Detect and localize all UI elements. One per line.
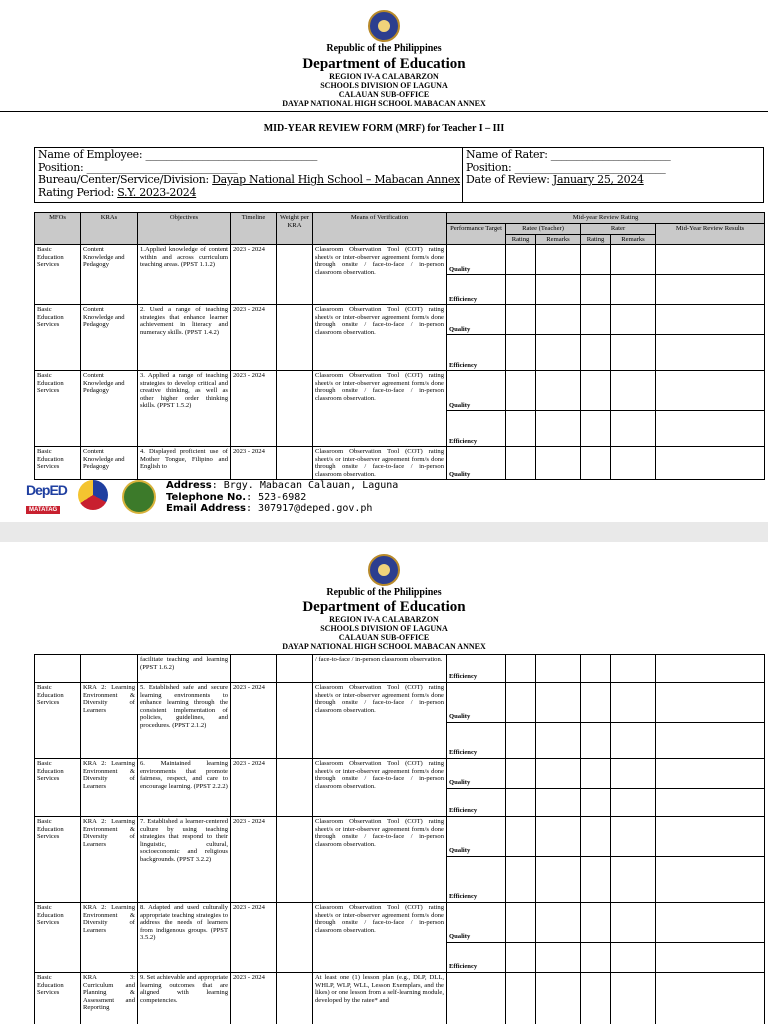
efficiency-label: Efficiency [447, 411, 506, 447]
position-label: Position: [38, 160, 87, 174]
efficiency-label: Efficiency [447, 655, 506, 683]
form-title: MID-YEAR REVIEW FORM (MRF) for Teacher I – III [263, 123, 505, 134]
results-cell[interactable] [656, 857, 765, 903]
ratee-rating-cell[interactable] [506, 759, 536, 789]
results-cell[interactable] [656, 371, 765, 411]
quality-label: Quality [447, 903, 506, 943]
period-value: S.Y. 2023-2024 [117, 185, 197, 199]
ratee-rating-cell[interactable] [506, 683, 536, 723]
table-row [35, 683, 765, 723]
bagong-pilipinas-logo-icon [78, 480, 108, 510]
mov-cell: Classroom Observation Tool (COT) rating sheet/s or inter-observer agreement form/s done through onsite / face-to-face / in-person classroom observation. [313, 903, 447, 973]
ratee-remarks-cell[interactable] [536, 371, 581, 411]
ratee-rating-cell[interactable] [506, 305, 536, 335]
objective-cell: 2. Used a range of teaching strategies that enhance learner achievement in literacy and numeracy skills. (PPST 1.4.2) [138, 305, 231, 371]
efficiency-label: Efficiency [447, 275, 506, 305]
ratee-rating-cell[interactable] [506, 817, 536, 857]
header-department: Department of Education [302, 599, 466, 615]
ratee-remarks-cell[interactable] [536, 943, 581, 973]
mrf-table-page-2 [34, 654, 765, 1024]
weight-cell[interactable] [277, 305, 313, 371]
ratee-remarks-cell[interactable] [536, 335, 581, 371]
efficiency-label: Efficiency [447, 943, 506, 973]
deped-wordmark: DepED [26, 482, 67, 498]
header-suboffice: CALAUAN SUB-OFFICE [338, 633, 430, 642]
col-rater-rating: Rating [581, 234, 611, 245]
efficiency-label: Efficiency [447, 857, 506, 903]
period-label: Rating Period: [38, 185, 118, 199]
ratee-rating-cell[interactable] [506, 789, 536, 817]
rater-rating-cell[interactable] [581, 903, 611, 943]
rater-position-field[interactable]: _____________________________ [514, 160, 666, 174]
mov-cell: Classroom Observation Tool (COT) rating sheet/s or inter-observer agreement form/s done through onsite / face-to-face / in-person classroom observation. [313, 371, 447, 447]
matatag-badge: MATATAG [26, 506, 60, 514]
mfo-cell: Basic Education Services [35, 759, 81, 817]
kra-cell: KRA 2: Learning Environment & Diversity of Learners [81, 903, 138, 973]
col-timeline: Timeline [231, 213, 277, 245]
col-ratee-remarks: Remarks [536, 234, 581, 245]
timeline-cell: 2023 - 2024 [231, 245, 277, 305]
rater-position-label: Position: [466, 160, 515, 174]
rater-remarks-cell[interactable] [611, 789, 656, 817]
col-rater: Rater [581, 224, 656, 235]
mfo-cell [35, 655, 81, 683]
rater-rating-cell[interactable] [581, 759, 611, 789]
mfo-cell: Basic Education Services [35, 817, 81, 903]
ratee-remarks-cell[interactable] [536, 245, 581, 275]
position-field[interactable]: _____________________________ [86, 160, 238, 174]
mov-cell: At least one (1) lesson plan (e.g., DLP, DLL, WHLP, WLP, WLL, Lesson Exemplars, and the likes) or one lesson from a self-learning module, developed by the ratee* and [313, 973, 447, 1024]
address-value: : Brgy. Mabacan Calauan, Laguna [211, 480, 399, 491]
results-cell[interactable] [656, 275, 765, 305]
timeline-cell: 2023 - 2024 [231, 903, 277, 973]
weight-cell[interactable] [277, 759, 313, 817]
timeline-cell: 2023 - 2024 [231, 759, 277, 817]
objective-cell: 8. Adapted and used culturally appropriate teaching strategies to address the needs of learners from indigenous groups. (PPST 3.5.2) [138, 903, 231, 973]
ratee-rating-cell[interactable] [506, 335, 536, 371]
col-ratee-rating: Rating [506, 234, 536, 245]
ratee-remarks-cell[interactable] [536, 973, 581, 1024]
results-cell[interactable] [656, 305, 765, 335]
kra-cell: Content Knowledge and Pedagogy [81, 447, 138, 480]
rater-remarks-cell[interactable] [611, 759, 656, 789]
results-cell[interactable] [656, 335, 765, 371]
rater-remarks-cell[interactable] [611, 655, 656, 683]
results-cell[interactable] [656, 447, 765, 480]
ratee-rating-cell[interactable] [506, 411, 536, 447]
quality-label: Quality [447, 683, 506, 723]
weight-cell[interactable] [277, 447, 313, 480]
weight-cell[interactable] [277, 683, 313, 759]
quality-label: Quality [447, 447, 506, 480]
employee-field[interactable]: _________________________________ [145, 148, 318, 161]
mfo-cell: Basic Education Services [35, 973, 81, 1024]
rater-rating-cell[interactable] [581, 411, 611, 447]
col-mfos: MFOs [35, 213, 81, 245]
table-row [35, 305, 765, 335]
deped-seal-icon [368, 554, 400, 586]
rater-field[interactable]: _______________________ [550, 148, 671, 161]
rater-rating-cell[interactable] [581, 723, 611, 759]
weight-cell[interactable] [277, 371, 313, 447]
weight-cell[interactable] [277, 903, 313, 973]
employee-label: Name of Employee: [38, 148, 146, 161]
objective-cell: 7. Established a learner-centered culture by using teaching strategies that respond to their linguistic, cultural, socioeconomic and religious backgrounds. (PPST 3.2.2) [138, 817, 231, 903]
objective-cell: facilitate teaching and learning (PPST 1.6.2) [138, 655, 231, 683]
col-rater-remarks: Remarks [611, 234, 656, 245]
results-cell[interactable] [656, 943, 765, 973]
kra-cell: KRA 2: Learning Environment & Diversity of Learners [81, 683, 138, 759]
deped-seal-icon [368, 10, 400, 42]
timeline-cell: 2023 - 2024 [231, 817, 277, 903]
header-region: REGION IV-A CALABARZON [329, 615, 439, 624]
email-label: Email Address [166, 503, 247, 514]
weight-cell[interactable] [277, 817, 313, 903]
results-cell[interactable] [656, 411, 765, 447]
ratee-rating-cell[interactable] [506, 903, 536, 943]
objective-cell: 6. Maintained learning environments that promote fairness, respect, and care to encourage learning. (PPST 2.2.2) [138, 759, 231, 817]
rater-rating-cell[interactable] [581, 943, 611, 973]
rater-remarks-cell[interactable] [611, 943, 656, 973]
rater-rating-cell[interactable] [581, 655, 611, 683]
ratee-rating-cell[interactable] [506, 655, 536, 683]
mfo-cell: Basic Education Services [35, 903, 81, 973]
page-footer [24, 478, 764, 520]
ratee-remarks-cell[interactable] [536, 655, 581, 683]
results-cell[interactable] [656, 723, 765, 759]
ratee-remarks-cell[interactable] [536, 789, 581, 817]
mov-cell: Classroom Observation Tool (COT) rating sheet/s or inter-observer agreement form/s done through onsite / face-to-face / in-person classroom observation. [313, 817, 447, 903]
review-date-value: January 25, 2024 [552, 173, 644, 186]
objective-cell: 5. Established safe and secure learning environments to enhance learning through the consistent implementation of policies, guidelines, and procedures. (PPST 2.1.2) [138, 683, 231, 759]
rater-rating-cell[interactable] [581, 789, 611, 817]
efficiency-label: Efficiency [447, 723, 506, 759]
table-row [35, 655, 765, 683]
col-midyear: Mid-year Review Rating [447, 213, 765, 224]
ratee-rating-cell[interactable] [506, 943, 536, 973]
mfo-cell: Basic Education Services [35, 683, 81, 759]
ratee-remarks-cell[interactable] [536, 903, 581, 943]
ratee-rating-cell[interactable] [506, 857, 536, 903]
rater-rating-cell[interactable] [581, 447, 611, 480]
table-row [35, 817, 765, 857]
rater-remarks-cell[interactable] [611, 275, 656, 305]
rater-remarks-cell[interactable] [611, 857, 656, 903]
ratee-remarks-cell[interactable] [536, 723, 581, 759]
rater-rating-cell[interactable] [581, 335, 611, 371]
ratee-rating-cell[interactable] [506, 245, 536, 275]
deped-logo [26, 482, 70, 516]
rater-rating-cell[interactable] [581, 817, 611, 857]
ratee-remarks-cell[interactable] [536, 305, 581, 335]
rater-rating-cell[interactable] [581, 973, 611, 1024]
mfo-cell: Basic Education Services [35, 447, 81, 480]
rater-remarks-cell[interactable] [611, 447, 656, 480]
rater-remarks-cell[interactable] [611, 683, 656, 723]
objective-cell: 1.Applied knowledge of content within and across curriculum teaching areas. (PPST 1.1.2) [138, 245, 231, 305]
rater-remarks-cell[interactable] [611, 411, 656, 447]
mfo-cell: Basic Education Services [35, 245, 81, 305]
ratee-remarks-cell[interactable] [536, 275, 581, 305]
header-suboffice: CALAUAN SUB-OFFICE [338, 90, 430, 99]
header-republic: Republic of the Philippines [326, 43, 442, 54]
rater-remarks-cell[interactable] [611, 723, 656, 759]
table-row [35, 447, 765, 480]
kra-cell: KRA 2: Learning Environment & Diversity of Learners [81, 759, 138, 817]
ratee-remarks-cell[interactable] [536, 683, 581, 723]
timeline-cell: 2023 - 2024 [231, 447, 277, 480]
rater-remarks-cell[interactable] [611, 903, 656, 943]
table-row [35, 903, 765, 943]
rater-rating-cell[interactable] [581, 683, 611, 723]
page-2 [0, 542, 768, 1024]
kra-cell: Content Knowledge and Pedagogy [81, 371, 138, 447]
bureau-value: Dayap National High School – Mabacan Annex [212, 173, 460, 186]
rater-rating-cell[interactable] [581, 275, 611, 305]
review-date-label: Date of Review: [466, 173, 553, 186]
timeline-cell: 2023 - 2024 [231, 683, 277, 759]
rater-rating-cell[interactable] [581, 245, 611, 275]
header-division: SCHOOLS DIVISION OF LAGUNA [320, 624, 448, 633]
quality-label: Quality [447, 371, 506, 411]
address-label: Address [166, 480, 212, 491]
header-republic: Republic of the Philippines [326, 587, 442, 598]
weight-cell[interactable] [277, 655, 313, 683]
target-cell [447, 973, 506, 1024]
rater-rating-cell[interactable] [581, 371, 611, 411]
weight-cell[interactable] [277, 245, 313, 305]
results-cell[interactable] [656, 245, 765, 275]
header-school: DAYAP NATIONAL HIGH SCHOOL MABACAN ANNEX [282, 99, 486, 108]
mov-cell: Classroom Observation Tool (COT) rating sheet/s or inter-observer agreement form/s done through onsite / face-to-face / in-person classroom observation. [313, 447, 447, 480]
kra-cell [81, 655, 138, 683]
col-results: Mid-Year Review Results [656, 224, 765, 245]
results-cell[interactable] [656, 759, 765, 789]
mov-cell: Classroom Observation Tool (COT) rating sheet/s or inter-observer agreement form/s done through onsite / face-to-face / in-person classroom observation. [313, 305, 447, 371]
quality-label: Quality [447, 817, 506, 857]
header-division: SCHOOLS DIVISION OF LAGUNA [320, 81, 448, 90]
col-objectives: Objectives [138, 213, 231, 245]
school-seal-icon [122, 480, 156, 514]
ratee-rating-cell[interactable] [506, 371, 536, 411]
kra-cell: Content Knowledge and Pedagogy [81, 305, 138, 371]
col-kras: KRAs [81, 213, 138, 245]
mrf-table-page-1 [34, 212, 765, 480]
kra-cell: Content Knowledge and Pedagogy [81, 245, 138, 305]
quality-label: Quality [447, 305, 506, 335]
timeline-cell: 2023 - 2024 [231, 305, 277, 371]
efficiency-label: Efficiency [447, 789, 506, 817]
timeline-cell [231, 655, 277, 683]
rater-remarks-cell[interactable] [611, 305, 656, 335]
table-row [35, 371, 765, 411]
table-row [35, 973, 765, 1024]
ratee-rating-cell[interactable] [506, 723, 536, 759]
mov-cell: Classroom Observation Tool (COT) rating sheet/s or inter-observer agreement form/s done through onsite / face-to-face / in-person classroom observation. [313, 245, 447, 305]
quality-label: Quality [447, 245, 506, 275]
ratee-remarks-cell[interactable] [536, 817, 581, 857]
col-ratee: Ratee (Teacher) [506, 224, 581, 235]
quality-label: Quality [447, 759, 506, 789]
results-cell[interactable] [656, 683, 765, 723]
info-right [463, 148, 763, 202]
ratee-remarks-cell[interactable] [536, 411, 581, 447]
mfo-cell: Basic Education Services [35, 305, 81, 371]
ratee-remarks-cell[interactable] [536, 857, 581, 903]
telephone-value: : 523-6982 [246, 491, 307, 503]
info-box [34, 147, 764, 203]
info-left [35, 148, 463, 202]
ratee-rating-cell[interactable] [506, 447, 536, 480]
rater-remarks-cell[interactable] [611, 973, 656, 1024]
ratee-rating-cell[interactable] [506, 973, 536, 1024]
header-divider [0, 111, 768, 112]
weight-cell[interactable] [277, 973, 313, 1024]
results-cell[interactable] [656, 973, 765, 1024]
results-cell[interactable] [656, 903, 765, 943]
telephone-label: Telephone No. [166, 491, 247, 503]
objective-cell: 3. Applied a range of teaching strategies to develop critical and creative thinking, as well as other higher order thinking skills. (PPST 1.5.2) [138, 371, 231, 447]
timeline-cell: 2023 - 2024 [231, 973, 277, 1024]
col-mov: Means of Verification [313, 213, 447, 245]
contact-block [166, 480, 398, 515]
header-department: Department of Education [302, 56, 466, 72]
rater-rating-cell[interactable] [581, 305, 611, 335]
results-cell[interactable] [656, 655, 765, 683]
email-value[interactable]: : 307917@deped.gov.ph [246, 503, 373, 514]
col-target: Performance Target [447, 224, 506, 245]
objective-cell: 4. Displayed proficient use of Mother Tongue, Filipino and English to [138, 447, 231, 480]
header-school: DAYAP NATIONAL HIGH SCHOOL MABACAN ANNEX [282, 642, 486, 651]
table-row [35, 759, 765, 789]
rater-remarks-cell[interactable] [611, 245, 656, 275]
mfo-cell: Basic Education Services [35, 371, 81, 447]
rater-remarks-cell[interactable] [611, 371, 656, 411]
header-region: REGION IV-A CALABARZON [329, 72, 439, 81]
table-row [35, 245, 765, 275]
bureau-label: Bureau/Center/Service/Division: [38, 173, 213, 186]
mov-cell: / face-to-face / in-person classroom observation. [313, 655, 447, 683]
kra-cell: KRA 3: Curriculum and Planning & Assessment and Reporting [81, 973, 138, 1024]
rater-rating-cell[interactable] [581, 857, 611, 903]
timeline-cell: 2023 - 2024 [231, 371, 277, 447]
col-weight: Weight per KRA [277, 213, 313, 245]
ratee-remarks-cell[interactable] [536, 759, 581, 789]
mov-cell: Classroom Observation Tool (COT) rating sheet/s or inter-observer agreement form/s done through onsite / face-to-face / in-person classroom observation. [313, 759, 447, 817]
results-cell[interactable] [656, 817, 765, 857]
ratee-rating-cell[interactable] [506, 275, 536, 305]
kra-cell: KRA 2: Learning Environment & Diversity of Learners [81, 817, 138, 903]
rater-remarks-cell[interactable] [611, 817, 656, 857]
mov-cell: Classroom Observation Tool (COT) rating sheet/s or inter-observer agreement form/s done through onsite / face-to-face / in-person classroom observation. [313, 683, 447, 759]
ratee-remarks-cell[interactable] [536, 447, 581, 480]
objective-cell: 9. Set achievable and appropriate learning outcomes that are aligned with learning competencies. [138, 973, 231, 1024]
efficiency-label: Efficiency [447, 335, 506, 371]
rater-remarks-cell[interactable] [611, 335, 656, 371]
results-cell[interactable] [656, 789, 765, 817]
rater-label: Name of Rater: [466, 148, 551, 161]
